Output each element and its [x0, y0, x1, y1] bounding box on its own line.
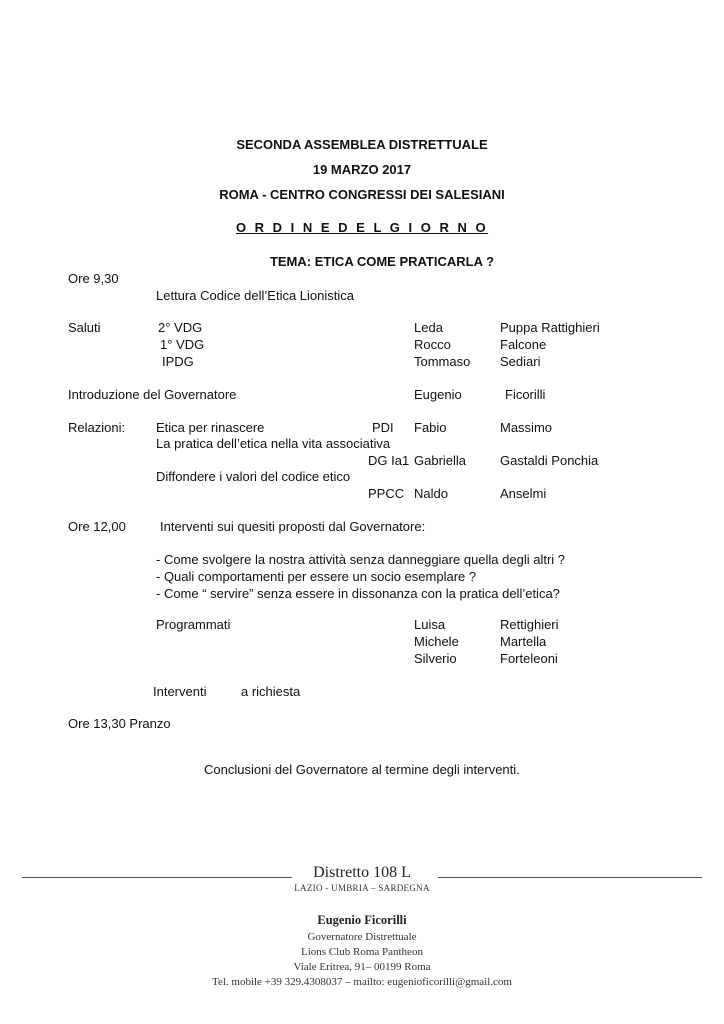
relazione-topic: La pratica dell’etica nella vita associativa [156, 436, 391, 451]
relazione-first: Naldo [414, 486, 448, 501]
district-name: Distretto 108 L [313, 864, 411, 881]
relazione-topic: Diffondere i valori del codice etico [156, 469, 351, 484]
question-item: - Come svolgere la nostra attività senza danneggiare quella degli altri ? [156, 552, 566, 567]
relazione-last: Massimo [500, 420, 553, 435]
relazione-title: PDI [372, 420, 394, 435]
saluti-role: 1° VDG [160, 337, 205, 352]
programmati-first: Michele [414, 634, 459, 649]
saluti-label: Saluti [68, 320, 101, 335]
saluti-last: Falcone [500, 337, 547, 352]
programmati-last: Martella [500, 634, 547, 649]
programmati-last: Forteleoni [500, 651, 558, 666]
saluti-first: Tommaso [414, 354, 471, 369]
saluti-last: Sediari [500, 354, 541, 369]
saluti-role: 2° VDG [158, 320, 203, 335]
relazione-title: DG Ia1 [368, 453, 410, 468]
question-item: - Quali comportamenti per essere un socio esemplare ? [156, 569, 477, 584]
intro-last: Ficorilli [505, 387, 546, 402]
contact-line: Tel. mobile +39 329.4308037 – mailto: eugenioficorilli@gmail.com [212, 976, 512, 988]
relazioni-label: Relazioni: [68, 420, 126, 435]
club-name: Lions Club Roma Pantheon [301, 946, 423, 958]
relazione-last: Gastaldi Ponchia [500, 453, 599, 468]
saluti-role: IPDG [162, 354, 194, 369]
lunch-item: Ore 13,30 Pranzo [68, 716, 171, 731]
intro-label: Introduzione del Governatore [68, 387, 237, 402]
conclusion-item: Conclusioni del Governatore al termine degli interventi. [204, 762, 520, 777]
saluti-first: Leda [414, 320, 443, 335]
relazione-topic: Etica per rinascere [156, 420, 265, 435]
time-start: Ore 9,30 [68, 271, 119, 286]
agenda-theme: TEMA: ETICA COME PRATICARLA ? [269, 254, 495, 269]
assembly-date: 19 MARZO 2017 [312, 162, 412, 177]
governor-role: Governatore Distrettuale [307, 931, 417, 943]
address-line: Viale Eritrea, 91– 00199 Roma [293, 961, 431, 973]
relazione-title: PPCC [368, 486, 405, 501]
saluti-last: Puppa Rattighieri [500, 320, 600, 335]
assembly-title: SECONDA ASSEMBLEA DISTRETTUALE [236, 137, 488, 152]
relazione-first: Fabio [414, 420, 447, 435]
programmati-label: Programmati [156, 617, 231, 632]
district-regions: LAZIO - UMBRIA – SARDEGNA [294, 883, 430, 893]
programmati-first: Silverio [414, 651, 457, 666]
programmati-last: Rettighieri [500, 617, 559, 632]
interventi-label: Interventi [153, 684, 207, 699]
saluti-first: Rocco [414, 337, 451, 352]
governor-name: Eugenio Ficorilli [317, 913, 407, 927]
assembly-venue: ROMA - CENTRO CONGRESSI DEI SALESIANI [219, 187, 505, 202]
relazione-last: Anselmi [500, 486, 547, 501]
time-interventi: Ore 12,00 [68, 519, 126, 534]
interventi-title: Interventi sui quesiti proposti dal Governatore: [160, 519, 426, 534]
agenda-title: O R D I N E D E L G I O R N O [235, 220, 489, 235]
programmati-first: Luisa [414, 617, 446, 632]
relazione-first: Gabriella [414, 453, 467, 468]
reading-item: Lettura Codice dell’Etica Lionistica [156, 288, 354, 303]
a-richiesta: a richiesta [241, 684, 301, 699]
question-item: - Come “ servire” senza essere in dissonanza con la pratica dell’etica? [156, 586, 560, 601]
intro-first: Eugenio [414, 387, 462, 402]
